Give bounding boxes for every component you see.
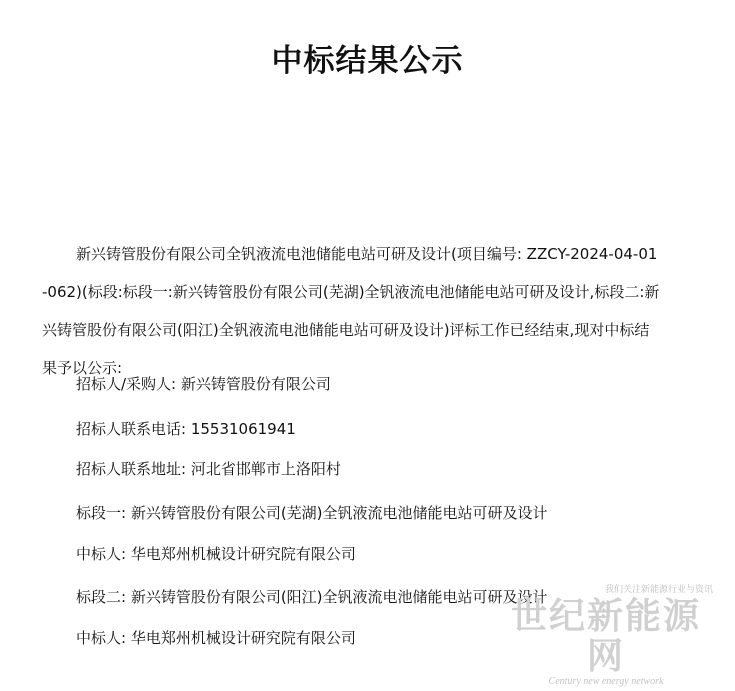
lot-one-winner-line: 中标人: 华电郑州机械设计研究院有限公司 xyxy=(76,545,356,563)
intro-paragraph: 新兴铸管股份有限公司全钒液流电池储能电站可研及设计(项目编号: ZZCY-2024-04-01-062)(标段:标段一:新兴铸管股份有限公司(芜湖)全钒液流电池储能电站可研及设计,标段二:新兴铸管股份有限公司(阳江)全钒液流电池储能电站可研及设计)评标工作已经结束,现对中标结果予以公示: xyxy=(42,245,660,377)
watermark-english-name: Century new energy network xyxy=(548,676,664,687)
lot-one-line: 标段一: 新兴铸管股份有限公司(芜湖)全钒液流电池储能电站可研及设计 xyxy=(76,504,548,522)
page-title: 中标结果公示 xyxy=(271,42,464,79)
tenderer-line: 招标人/采购人: 新兴铸管股份有限公司 xyxy=(76,375,331,393)
lot-two-line: 标段二: 新兴铸管股份有限公司(阳江)全钒液流电池储能电站可研及设计 xyxy=(76,588,548,606)
site-watermark xyxy=(493,584,719,687)
lot-two-winner-line: 中标人: 华电郑州机械设计研究院有限公司 xyxy=(76,629,356,647)
tenderer-address-line: 招标人联系地址: 河北省邯郸市上洛阳村 xyxy=(76,460,341,478)
watermark-slogan: 我们关注新能源行业与资讯 xyxy=(604,585,713,595)
tenderer-phone-line: 招标人联系电话: 15531061941 xyxy=(76,420,296,438)
watermark-site-name: 世纪新能源网 xyxy=(510,595,701,677)
